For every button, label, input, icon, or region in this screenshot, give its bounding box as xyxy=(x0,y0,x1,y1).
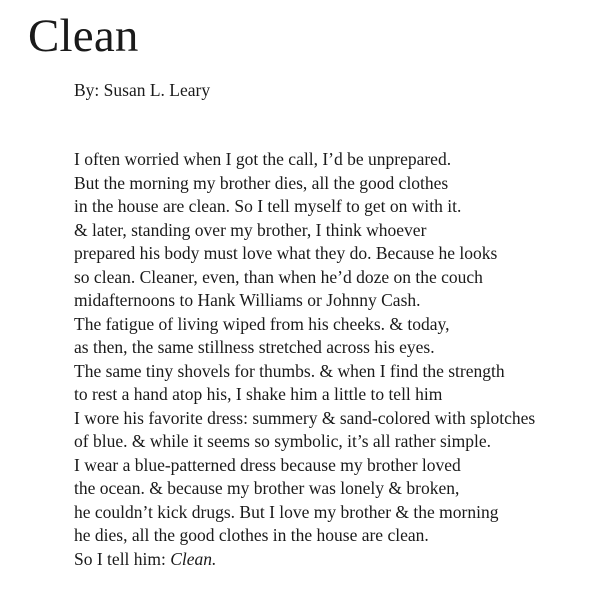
poem-line: prepared his body must love what they do. Because he looks xyxy=(74,243,498,263)
poem-byline: By: Susan L. Leary xyxy=(74,80,211,100)
poem-body xyxy=(74,148,604,571)
poem-line: The same tiny shovels for thumbs. & when I find the strength xyxy=(74,360,505,381)
poem-line: the ocean. & because my brother was lonely & broken, xyxy=(74,478,460,498)
poem-line: I wear a blue-patterned dress because my brother loved xyxy=(74,454,461,475)
poem-line: so clean. Cleaner, even, than when he’d doze on the couch xyxy=(74,266,483,287)
poem-line: he couldn’t kick drugs. But I love my brother & the morning xyxy=(74,501,499,522)
poem-line: in the house are clean. So I tell myself to get on with it. xyxy=(74,196,462,216)
poem-line: to rest a hand atop his, I shake him a little to tell him xyxy=(74,384,443,404)
poem-last-line-emphasis: Clean. xyxy=(170,548,217,569)
poem-line: & later, standing over my brother, I think whoever xyxy=(74,219,427,240)
poem-line: he dies, all the good clothes in the house are clean. xyxy=(74,525,429,545)
poem-last-line-text: So I tell him: xyxy=(74,548,171,569)
poem-line: of blue. & while it seems so symbolic, it’s all rather simple. xyxy=(74,431,492,451)
poem-line: The fatigue of living wiped from his cheeks. & today, xyxy=(74,313,450,334)
poem-line: as then, the same stillness stretched across his eyes. xyxy=(74,337,435,357)
poem-line: But the morning my brother dies, all the good clothes xyxy=(74,172,449,193)
poem-line: midafternoons to Hank Williams or Johnny Cash. xyxy=(74,290,421,310)
poem-title: Clean xyxy=(28,10,139,62)
poem-line: I wore his favorite dress: summery & sand-colored with splotches xyxy=(74,407,536,428)
poem-last-line xyxy=(74,548,604,572)
poem-line: I often worried when I got the call, I’d be unprepared. xyxy=(74,149,452,169)
